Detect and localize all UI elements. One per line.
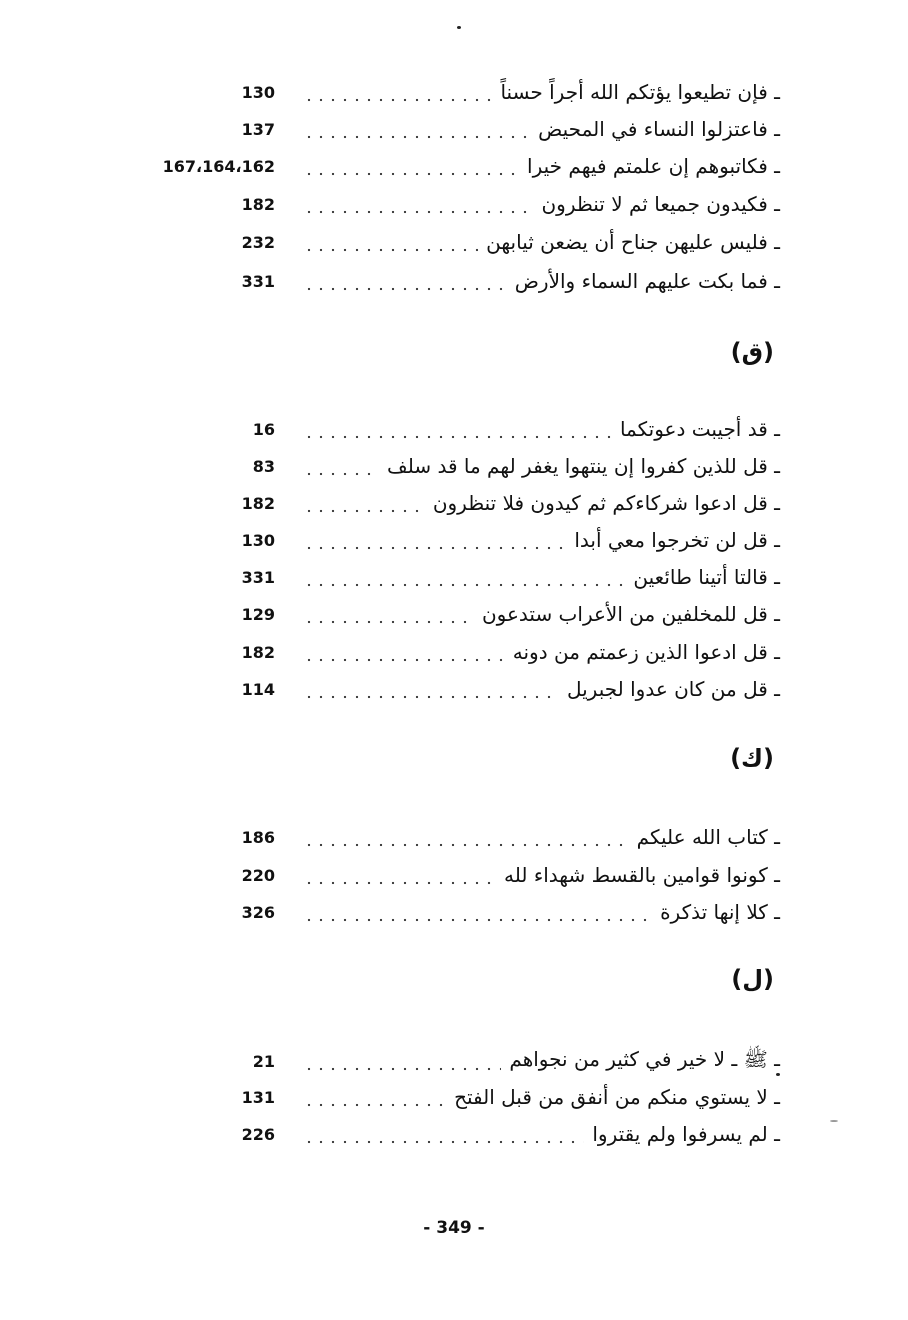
page-ref: 83 bbox=[252, 456, 275, 476]
scan-speck bbox=[830, 1120, 838, 1122]
index-entry bbox=[140, 1080, 780, 1114]
page-ref: 167،164،162 bbox=[162, 156, 275, 176]
verse-text: ـ كونوا قوامين بالقسط شهداء لله bbox=[504, 863, 780, 887]
verse-text: ـ كلا إنها تذكرة bbox=[660, 900, 780, 924]
leader-dots bbox=[303, 881, 496, 885]
page-ref: 21 bbox=[252, 1051, 275, 1071]
verse-text: ـ ﷺ ـ لا خير في كثير من نجواهم bbox=[509, 1046, 780, 1071]
index-entry bbox=[140, 449, 780, 483]
page-ref: 130 bbox=[241, 530, 275, 550]
page-ref: 137 bbox=[241, 119, 275, 139]
index-entry bbox=[140, 1044, 780, 1078]
page-ref: 16 bbox=[252, 419, 275, 439]
index-entry bbox=[140, 149, 780, 183]
verse-text: ـ كتاب الله عليكم bbox=[636, 825, 780, 849]
index-entry bbox=[140, 486, 780, 520]
page-ref: 232 bbox=[241, 232, 275, 252]
page-ref: 114 bbox=[241, 679, 275, 699]
index-entry bbox=[140, 895, 780, 929]
leader-dots bbox=[303, 583, 625, 587]
page-ref: 182 bbox=[241, 642, 275, 662]
leader-dots bbox=[303, 210, 533, 214]
index-entry bbox=[140, 75, 780, 109]
verse-text: ـ قل للمخلفين من الأعراب ستدعون bbox=[481, 602, 780, 626]
index-entry bbox=[140, 1117, 780, 1151]
leader-dots bbox=[303, 1140, 584, 1144]
page-ref: 220 bbox=[241, 865, 275, 885]
leader-dots bbox=[303, 620, 474, 624]
index-entry bbox=[140, 412, 780, 446]
verse-text: ـ قد أجيبت دعوتكما bbox=[619, 417, 780, 441]
page-ref: 129 bbox=[241, 604, 275, 624]
leader-dots bbox=[303, 658, 505, 662]
index-entry bbox=[140, 112, 780, 146]
leader-dots bbox=[303, 509, 425, 513]
index-entry bbox=[140, 560, 780, 594]
scan-speck bbox=[457, 26, 461, 29]
index-entry bbox=[140, 672, 780, 706]
page-number: - 349 - bbox=[423, 1218, 485, 1238]
leader-dots bbox=[303, 287, 507, 291]
verse-text: ـ قل من كان عدوا لجبريل bbox=[566, 677, 780, 701]
section-heading: (ك) bbox=[730, 744, 774, 772]
page-ref: 130 bbox=[241, 82, 275, 102]
leader-dots bbox=[303, 695, 559, 699]
leader-dots bbox=[303, 248, 478, 252]
leader-dots bbox=[303, 135, 530, 139]
leader-dots bbox=[303, 918, 652, 922]
index-entry bbox=[140, 858, 780, 892]
index-entry bbox=[140, 523, 780, 557]
page-ref: 226 bbox=[241, 1124, 275, 1144]
verse-text: ـ فكاتبوهم إن علمتم فيهم خيرا bbox=[527, 154, 780, 178]
index-entry bbox=[140, 597, 780, 631]
verse-text: ـ قل للذين كفروا إن ينتهوا يغفر لهم ما قد سلف bbox=[387, 454, 780, 478]
index-entry bbox=[140, 264, 780, 298]
section-heading: (ق) bbox=[730, 338, 774, 366]
verse-text: ـ لم يسرفوا ولم يقتروا bbox=[592, 1122, 780, 1146]
verse-text: ـ قالتا أتينا طائعين bbox=[633, 565, 780, 589]
verse-text: ـ فليس عليهن جناح أن يضعن ثيابهن bbox=[486, 230, 780, 254]
page-ref: 331 bbox=[241, 567, 275, 587]
page-ref: 331 bbox=[241, 271, 275, 291]
index-entry bbox=[140, 225, 780, 259]
verse-text: ـ فاعتزلوا النساء في المحيض bbox=[538, 117, 780, 141]
leader-dots bbox=[303, 172, 519, 176]
leader-dots bbox=[303, 1103, 446, 1107]
scan-speck bbox=[776, 1073, 780, 1076]
verse-text: ـ قل ادعوا شركاءكم ثم كيدون فلا تنظرون bbox=[432, 491, 780, 515]
page-ref: 182 bbox=[241, 194, 275, 214]
verse-text: ـ قل لن تخرجوا معي أبدا bbox=[574, 528, 780, 552]
leader-dots bbox=[303, 435, 612, 439]
leader-dots bbox=[303, 98, 492, 102]
leader-dots bbox=[303, 472, 379, 476]
section-heading: (ل) bbox=[731, 965, 774, 993]
verse-text: ـ فما بكت عليهم السماء والأرض bbox=[514, 269, 780, 293]
verse-text: ـ قل ادعوا الذين زعمتم من دونه bbox=[512, 640, 780, 664]
verse-text: ـ فكيدون جميعا ثم لا تنظرون bbox=[541, 192, 780, 216]
leader-dots bbox=[303, 1067, 501, 1071]
leader-dots bbox=[303, 546, 566, 550]
index-entry bbox=[140, 187, 780, 221]
leader-dots bbox=[303, 843, 629, 847]
index-entry bbox=[140, 635, 780, 669]
verse-text: ـ فإن تطيعوا يؤتكم الله أجراً حسناً bbox=[500, 80, 780, 104]
verse-text: ـ لا يستوي منكم من أنفق من قبل الفتح bbox=[454, 1085, 780, 1109]
page-ref: 326 bbox=[241, 902, 275, 922]
page-ref: 186 bbox=[241, 827, 275, 847]
index-entry bbox=[140, 820, 780, 854]
page-ref: 182 bbox=[241, 493, 275, 513]
page-ref: 131 bbox=[241, 1087, 275, 1107]
